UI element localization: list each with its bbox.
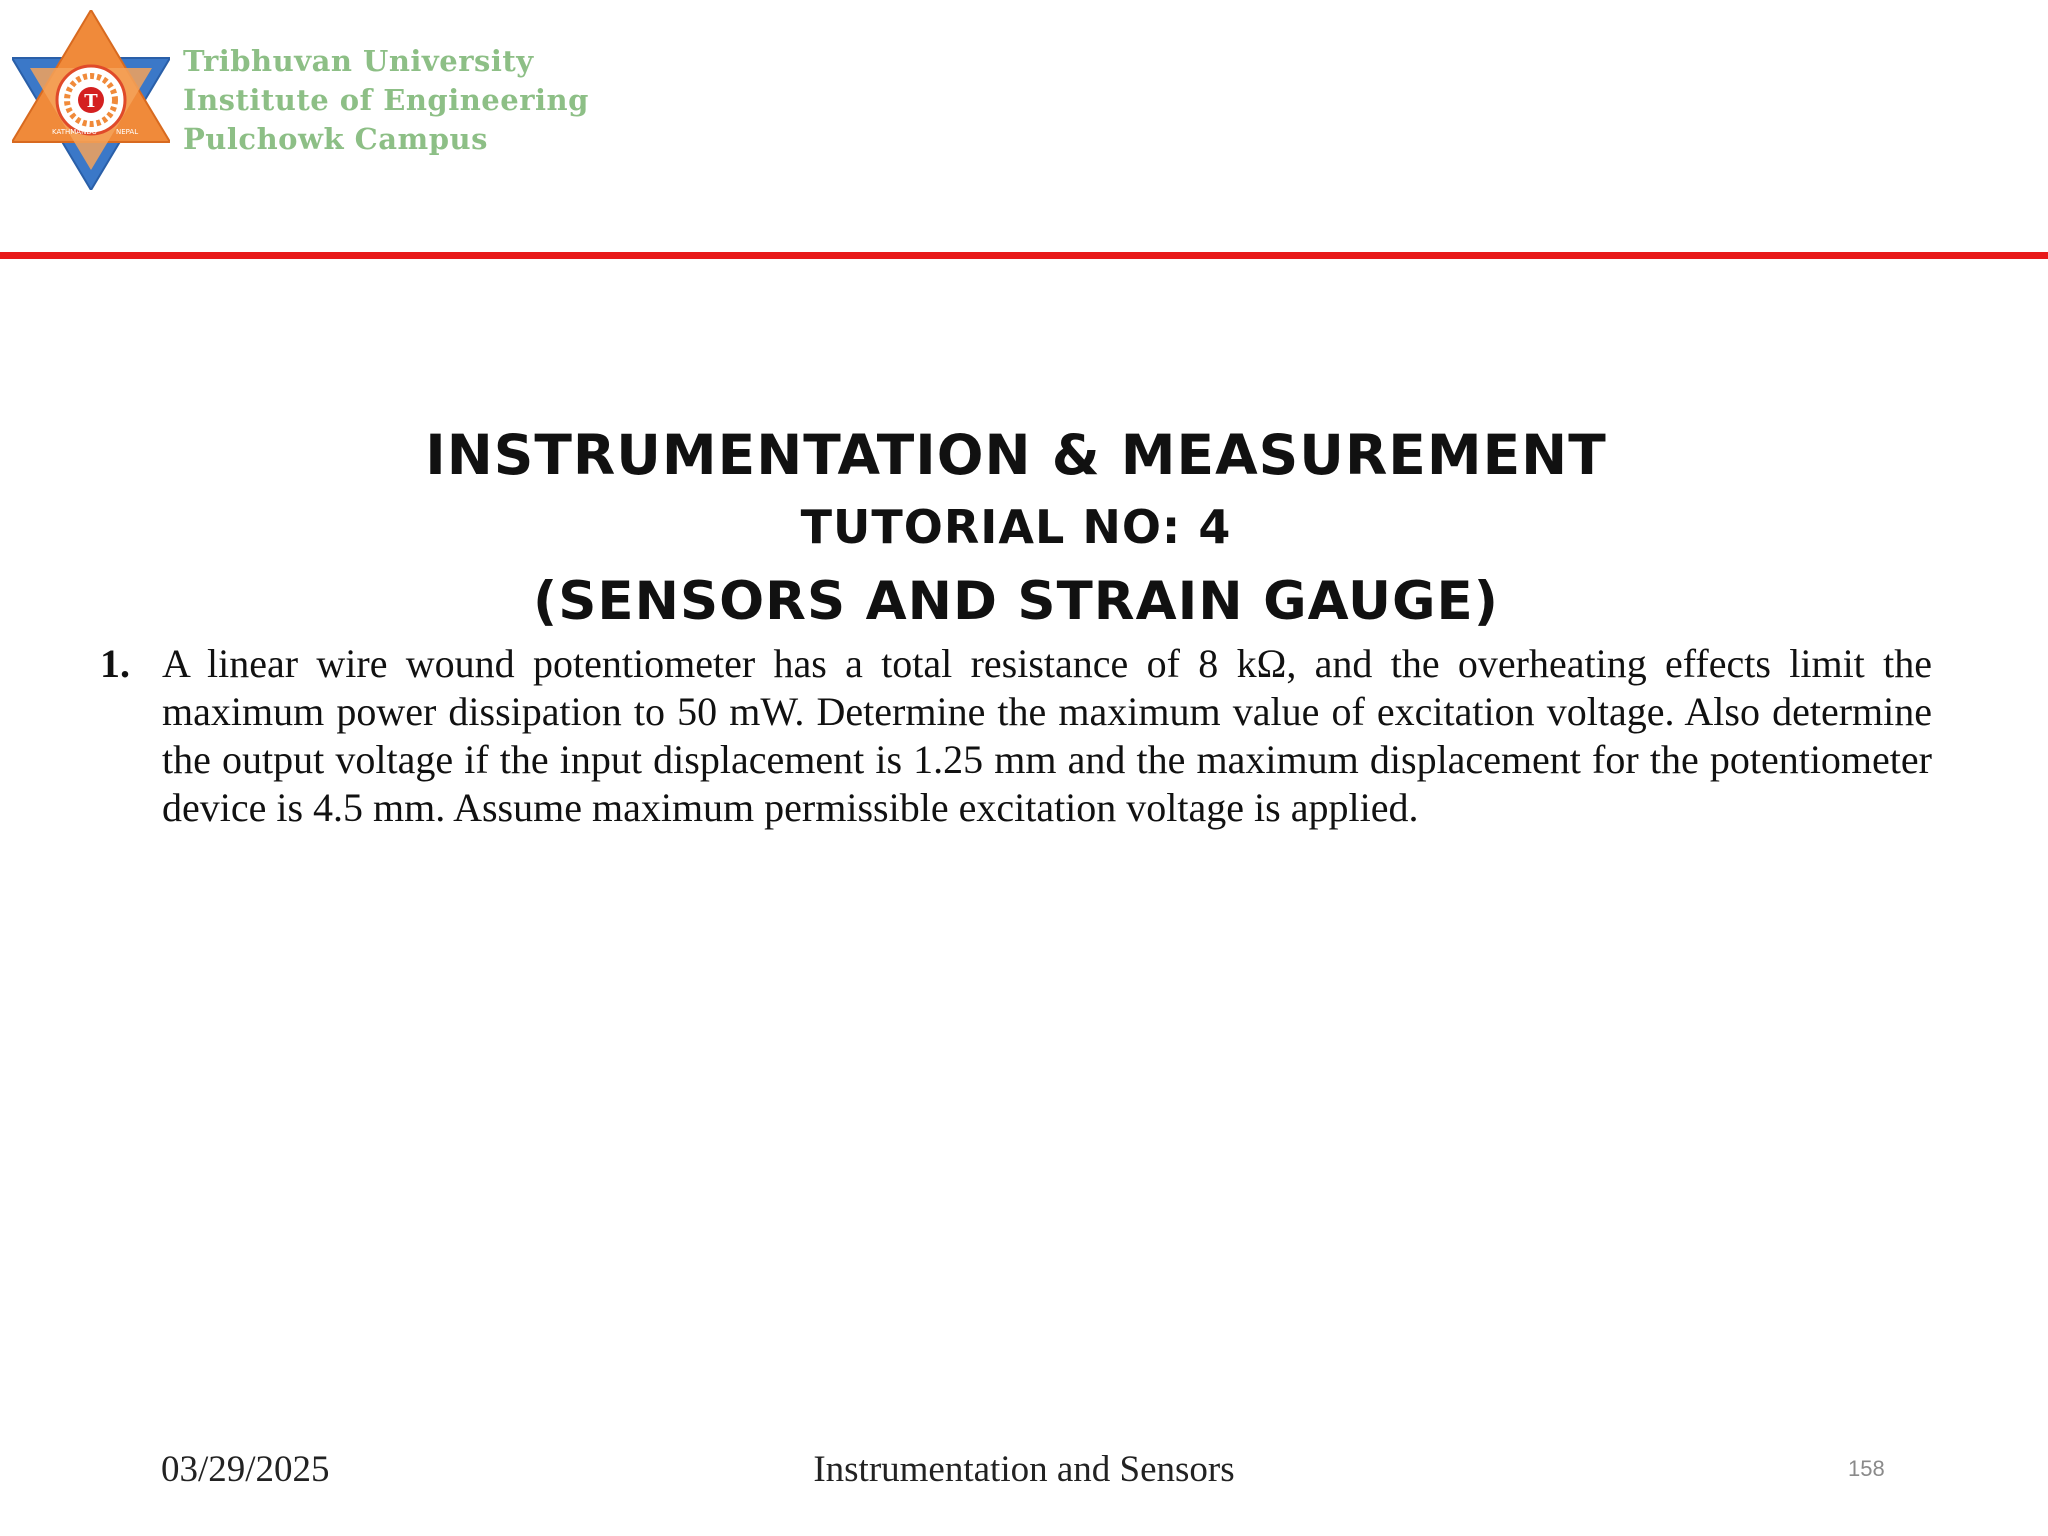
svg-text:NEPAL: NEPAL [116, 128, 139, 136]
slide-number: 158 [1848, 1456, 1885, 1481]
institution-line-university: Tribhuvan University [183, 44, 534, 78]
tutorial-number: TUTORIAL NO: 4 [800, 500, 1232, 554]
footer-date: 03/29/2025 [161, 1449, 330, 1490]
question-number: 1. [100, 641, 130, 686]
institution-line-institute: Institute of Engineering [183, 83, 589, 117]
question-text: A linear wire wound potentiometer has a total resistance of 8 kΩ, and the overheating effects limit the maximum power dissipation to 50 mW. Determine the maximum value of excitation voltage. Also determine the output voltage if the input displacement is 1.25 mm and the maximum displacement for the potentiometer device is 4.5 mm. Assume maximum permissible excitation voltage is applied. [162, 641, 1932, 830]
title-block [0, 420, 2048, 640]
university-logo-icon [12, 10, 170, 190]
svg-text:KATHMANDU: KATHMANDU [52, 128, 97, 136]
institution-name [183, 42, 589, 159]
svg-text:T: T [84, 91, 98, 112]
course-title: INSTRUMENTATION & MEASUREMENT [425, 423, 1607, 487]
tutorial-topic: (SENSORS AND STRAIN GAUGE) [533, 571, 1499, 632]
footer-title: Instrumentation and Sensors [813, 1449, 1235, 1490]
institution-line-campus: Pulchowk Campus [183, 122, 488, 156]
header-divider [0, 252, 2048, 259]
slide-header [0, 0, 2048, 252]
